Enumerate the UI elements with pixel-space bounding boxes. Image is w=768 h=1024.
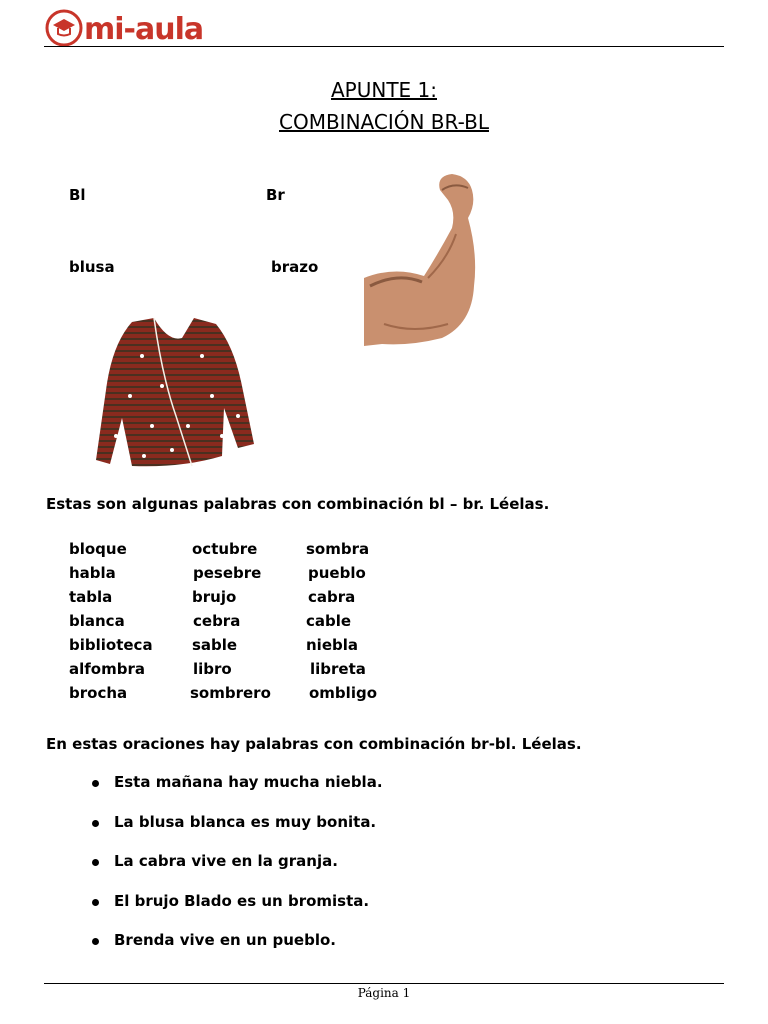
sentence-item: La blusa blanca es muy bonita. [90,813,383,853]
word-item: pueblo [308,564,366,582]
word-item: biblioteca [69,636,153,654]
flexed-arm-illustration [364,174,480,356]
blouse-illustration [92,316,256,474]
word-item: cabra [308,588,356,606]
word-item: bloque [69,540,127,558]
bl-label: Bl [69,186,86,204]
word-item: cebra [193,612,241,630]
word-item: sombrero [190,684,271,702]
word-item: alfombra [69,660,145,678]
footer-divider [44,983,724,984]
br-label: Br [266,186,285,204]
word-item: habla [69,564,116,582]
sentence-item: El brujo Blado es un bromista. [90,892,383,932]
page-title: APUNTE 1: [330,78,437,102]
word-item: brocha [69,684,128,702]
word-item: octubre [192,540,258,558]
word-item: cable [306,612,352,630]
br-example-word: brazo [271,258,319,276]
sentence-item: Brenda vive en un pueblo. [90,931,383,971]
logo-text: mi-aula [84,12,204,47]
word-item: brujo [192,588,237,606]
sentence-list [90,773,383,971]
bl-example-word: blusa [69,258,115,276]
sentences-intro: En estas oraciones hay palabras con combinación br-bl. Léelas. [46,735,582,753]
sentence-item: Esta mañana hay mucha niebla. [90,773,383,813]
word-item: ombligo [309,684,377,702]
word-item: sable [192,636,238,654]
header-divider [44,46,724,47]
word-item: pesebre [193,564,262,582]
page-subtitle: COMBINACIÓN BR-BL [279,110,489,134]
sentence-item: La cabra vive en la granja. [90,852,383,892]
word-item: tabla [69,588,113,606]
word-item: libro [193,660,232,678]
word-item: niebla [306,636,358,654]
word-item: libreta [310,660,366,678]
word-item: sombra [306,540,370,558]
word-item: blanca [69,612,125,630]
page-number: Página 1 [357,986,411,1000]
words-intro: Estas son algunas palabras con combinación bl – br. Léelas. [46,495,550,513]
